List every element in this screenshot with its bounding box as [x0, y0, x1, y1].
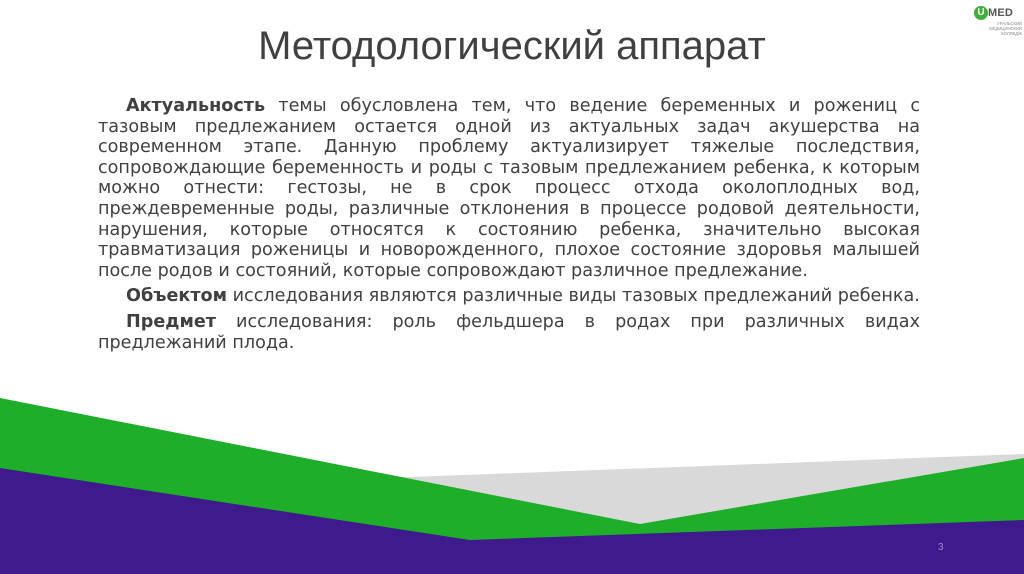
paragraph-text: исследования: роль фельдшера в родах при различных видах предлежаний плода.	[98, 311, 920, 353]
paragraph-lead: Предмет	[126, 311, 216, 332]
slide-body	[98, 96, 920, 358]
paragraph-text: исследования являются различные виды тазовых предлежаний ребенка.	[227, 286, 920, 307]
logo-name: MED	[988, 7, 1014, 19]
paragraph-subject	[98, 312, 920, 353]
paragraph-object	[98, 286, 920, 307]
logo-mark: U	[974, 6, 988, 20]
page-number: 3	[938, 542, 944, 553]
paragraph-relevance	[98, 96, 920, 281]
paragraph-text: темы обусловлена тем, что ведение беременных и рожениц с тазовым предлежанием остается одной из актуальных задач акушерства на современном этапе. Данную проблему актуализирует тяжелые последствия, сопровождающие беременность и роды с тазовым предлежанием ребенка, к которым можно отнести: гестозы, не в срок процесс отхода околоплодных вод, преждевременные роды, различные отклонения в процессе родовой деятельности, нарушения, которые относятся к состоянию ребенка, значительно высокая травматизация роженицы и новорожденного, плохое состояние здоровья малышей после родов и состояний, которые сопровождают различное предлежание.	[98, 96, 920, 281]
slide-title: Методологический аппарат	[258, 24, 766, 68]
college-logo	[974, 6, 1020, 46]
paragraph-lead: Объектом	[126, 286, 228, 307]
paragraph-lead: Актуальность	[126, 96, 266, 116]
logo-subtitle: УРАЛЬСКИЙ МЕДИЦИНСКИЙ КОЛЛЕДЖ	[989, 21, 1022, 36]
